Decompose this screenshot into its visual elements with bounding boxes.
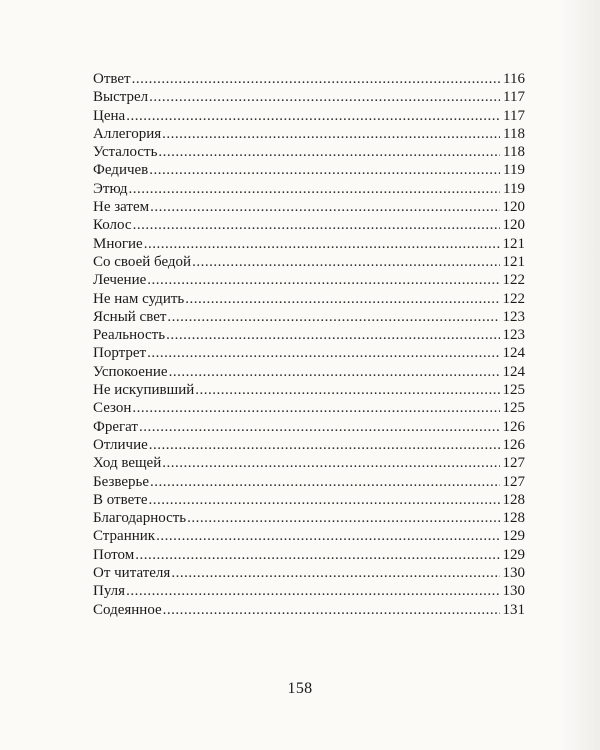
dot-leader	[139, 418, 500, 436]
toc-entry	[93, 546, 525, 564]
entry-page-number: 118	[503, 144, 525, 161]
dot-leader	[149, 88, 500, 106]
entry-page-number: 117	[503, 89, 525, 106]
entry-title: Благодарность	[93, 510, 187, 527]
toc-entry	[93, 363, 525, 381]
page-number: 158	[287, 680, 313, 697]
dot-leader	[187, 509, 500, 527]
entry-page-number: 125	[502, 400, 525, 417]
dot-leader	[167, 308, 500, 326]
toc-entry	[93, 509, 525, 527]
toc-entry	[93, 527, 525, 545]
entry-title: Колос	[93, 217, 132, 234]
entry-title: Многие	[93, 235, 143, 252]
toc-entry	[93, 107, 525, 125]
dot-leader	[129, 180, 500, 198]
dot-leader	[126, 107, 500, 125]
entry-page-number: 123	[502, 327, 525, 344]
entry-page-number: 131	[502, 601, 525, 618]
dot-leader	[132, 399, 500, 417]
entry-title: Безверье	[93, 473, 150, 490]
toc-entry	[93, 418, 525, 436]
toc-entry	[93, 564, 525, 582]
entry-title: Успокоение	[93, 363, 168, 380]
toc-entry	[93, 454, 525, 472]
table-of-contents	[93, 70, 525, 619]
toc-entry	[93, 198, 525, 216]
entry-page-number: 130	[502, 565, 525, 582]
dot-leader	[171, 564, 500, 582]
entry-title: Потом	[93, 546, 135, 563]
toc-entry	[93, 143, 525, 161]
entry-title: Не искупивший	[93, 382, 195, 399]
toc-entry	[93, 344, 525, 362]
entry-title: Цена	[93, 107, 126, 124]
entry-page-number: 125	[502, 382, 525, 399]
entry-page-number: 124	[502, 363, 525, 380]
dot-leader	[162, 454, 500, 472]
entry-title: Выстрел	[93, 89, 149, 106]
entry-page-number: 128	[502, 491, 525, 508]
entry-title: Ход вещей	[93, 455, 162, 472]
toc-entry	[93, 491, 525, 509]
entry-title: В ответе	[93, 491, 148, 508]
dot-leader	[149, 161, 500, 179]
entry-page-number: 128	[502, 510, 525, 527]
toc-entry	[93, 216, 525, 234]
entry-title: Фрегат	[93, 418, 138, 435]
entry-page-number: 122	[502, 290, 525, 307]
entry-title: Ясный свет	[93, 308, 167, 325]
entry-page-number: 119	[503, 180, 525, 197]
entry-page-number: 129	[502, 546, 525, 563]
toc-entry	[93, 161, 525, 179]
dot-leader	[169, 363, 500, 381]
entry-page-number: 121	[502, 235, 525, 252]
entry-page-number: 126	[502, 418, 525, 435]
toc-entry	[93, 271, 525, 289]
dot-leader	[150, 198, 500, 216]
entry-title: Этюд	[93, 180, 128, 197]
toc-entry	[93, 601, 525, 619]
dot-leader	[195, 381, 500, 399]
toc-entry	[93, 308, 525, 326]
entry-page-number: 123	[502, 308, 525, 325]
entry-page-number: 120	[502, 217, 525, 234]
entry-page-number: 120	[502, 199, 525, 216]
toc-entry	[93, 399, 525, 417]
entry-page-number: 121	[502, 253, 525, 270]
toc-entry	[93, 180, 525, 198]
dot-leader	[147, 344, 500, 362]
toc-entry	[93, 473, 525, 491]
entry-title: Федичев	[93, 162, 149, 179]
entry-title: Аллегория	[93, 125, 162, 142]
dot-leader	[148, 491, 500, 509]
dot-leader	[132, 70, 500, 88]
entry-title: От читателя	[93, 565, 171, 582]
entry-title: Со своей бедой	[93, 253, 192, 270]
dot-leader	[156, 527, 500, 545]
dot-leader	[126, 582, 500, 600]
toc-entry	[93, 290, 525, 308]
entry-page-number: 118	[503, 125, 525, 142]
entry-title: Содеянное	[93, 601, 162, 618]
entry-title: Реальность	[93, 327, 166, 344]
toc-entry	[93, 326, 525, 344]
dot-leader	[150, 473, 500, 491]
dot-leader	[144, 235, 500, 253]
toc-entry	[93, 88, 525, 106]
toc-entry	[93, 235, 525, 253]
entry-title: Не нам судить	[93, 290, 185, 307]
entry-title: Пуля	[93, 583, 126, 600]
dot-leader	[135, 546, 500, 564]
entry-page-number: 124	[502, 345, 525, 362]
entry-page-number: 117	[503, 107, 525, 124]
entry-page-number: 122	[502, 272, 525, 289]
entry-title: Не затем	[93, 199, 150, 216]
entry-page-number: 127	[502, 473, 525, 490]
toc-entry	[93, 436, 525, 454]
entry-title: Усталость	[93, 144, 158, 161]
toc-entry	[93, 70, 525, 88]
entry-page-number: 127	[502, 455, 525, 472]
toc-entry	[93, 253, 525, 271]
entry-page-number: 130	[502, 583, 525, 600]
entry-page-number: 126	[502, 436, 525, 453]
entry-page-number: 119	[503, 162, 525, 179]
toc-entry	[93, 582, 525, 600]
entry-title: Ответ	[93, 71, 131, 87]
dot-leader	[149, 436, 500, 454]
entry-title: Лечение	[93, 272, 147, 289]
entry-title: Странник	[93, 528, 156, 545]
dot-leader	[158, 143, 500, 161]
toc-entry	[93, 381, 525, 399]
entry-title: Отличие	[93, 436, 148, 453]
entry-page-number: 129	[502, 528, 525, 545]
entry-page-number: 116	[503, 71, 525, 87]
page-edge-shadow	[560, 0, 600, 750]
dot-leader	[192, 253, 500, 271]
dot-leader	[147, 271, 500, 289]
dot-leader	[163, 601, 500, 619]
entry-title: Портрет	[93, 345, 147, 362]
dot-leader	[162, 125, 500, 143]
dot-leader	[185, 290, 500, 308]
dot-leader	[133, 216, 500, 234]
dot-leader	[166, 326, 500, 344]
entry-title: Сезон	[93, 400, 132, 417]
toc-entry	[93, 125, 525, 143]
